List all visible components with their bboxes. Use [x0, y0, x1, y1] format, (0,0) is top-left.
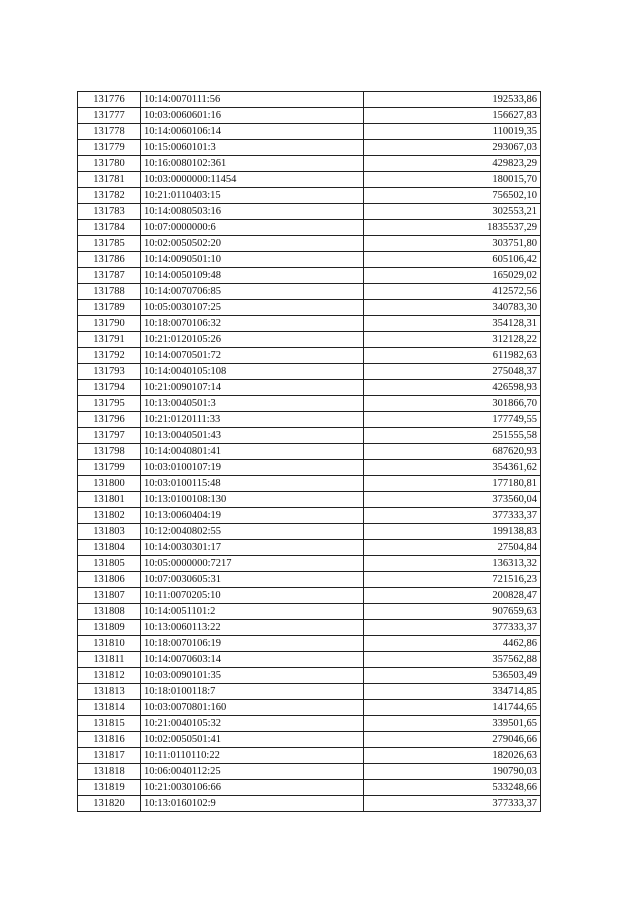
amount-cell: 721516,23 [364, 572, 541, 588]
table-row [78, 748, 541, 764]
cadastral-number-cell: 10:13:0060404:19 [141, 508, 364, 524]
cadastral-number-cell: 10:14:0070603:14 [141, 652, 364, 668]
cadastral-number-cell: 10:12:0040802:55 [141, 524, 364, 540]
record-id-cell: 131798 [78, 444, 141, 460]
table-row [78, 220, 541, 236]
amount-cell: 377333,37 [364, 620, 541, 636]
cadastral-number-cell: 10:11:0110110:22 [141, 748, 364, 764]
table-row [78, 524, 541, 540]
table-row [78, 348, 541, 364]
cadastral-number-cell: 10:21:0090107:14 [141, 380, 364, 396]
amount-cell: 200828,47 [364, 588, 541, 604]
table-row [78, 172, 541, 188]
table-row [78, 412, 541, 428]
table-row [78, 684, 541, 700]
amount-cell: 611982,63 [364, 348, 541, 364]
table-row [78, 540, 541, 556]
amount-cell: 1835537,29 [364, 220, 541, 236]
cadastral-number-cell: 10:03:0100115:48 [141, 476, 364, 492]
amount-cell: 756502,10 [364, 188, 541, 204]
amount-cell: 4462,86 [364, 636, 541, 652]
table-row [78, 668, 541, 684]
table-row [78, 572, 541, 588]
record-id-cell: 131813 [78, 684, 141, 700]
cadastral-number-cell: 10:21:0110403:15 [141, 188, 364, 204]
amount-cell: 302553,21 [364, 204, 541, 220]
record-id-cell: 131819 [78, 780, 141, 796]
table-row [78, 268, 541, 284]
amount-cell: 192533,86 [364, 92, 541, 108]
amount-cell: 429823,29 [364, 156, 541, 172]
cadastral-number-cell: 10:21:0120111:33 [141, 412, 364, 428]
table-row [78, 588, 541, 604]
record-id-cell: 131799 [78, 460, 141, 476]
table-row [78, 428, 541, 444]
cadastral-number-cell: 10:14:0070501:72 [141, 348, 364, 364]
cadastral-number-cell: 10:16:0080102:361 [141, 156, 364, 172]
record-id-cell: 131801 [78, 492, 141, 508]
record-id-cell: 131790 [78, 316, 141, 332]
amount-cell: 141744,65 [364, 700, 541, 716]
cadastral-number-cell: 10:18:0070106:19 [141, 636, 364, 652]
record-id-cell: 131802 [78, 508, 141, 524]
cadastral-number-cell: 10:14:0080503:16 [141, 204, 364, 220]
amount-cell: 426598,93 [364, 380, 541, 396]
amount-cell: 377333,37 [364, 508, 541, 524]
cadastral-number-cell: 10:14:0040801:41 [141, 444, 364, 460]
record-id-cell: 131815 [78, 716, 141, 732]
cadastral-number-cell: 10:02:0050501:41 [141, 732, 364, 748]
cadastral-number-cell: 10:03:0000000:11454 [141, 172, 364, 188]
table-row [78, 300, 541, 316]
amount-cell: 180015,70 [364, 172, 541, 188]
record-id-cell: 131805 [78, 556, 141, 572]
record-id-cell: 131809 [78, 620, 141, 636]
record-id-cell: 131776 [78, 92, 141, 108]
amount-cell: 687620,93 [364, 444, 541, 460]
record-id-cell: 131780 [78, 156, 141, 172]
amount-cell: 177180,81 [364, 476, 541, 492]
table-row [78, 444, 541, 460]
amount-cell: 354361,62 [364, 460, 541, 476]
table-row [78, 332, 541, 348]
amount-cell: 357562,88 [364, 652, 541, 668]
cadastral-number-cell: 10:14:0090501:10 [141, 252, 364, 268]
amount-cell: 533248,66 [364, 780, 541, 796]
record-id-cell: 131788 [78, 284, 141, 300]
record-id-cell: 131812 [78, 668, 141, 684]
table-row [78, 604, 541, 620]
cadastral-number-cell: 10:18:0070106:32 [141, 316, 364, 332]
amount-cell: 110019,35 [364, 124, 541, 140]
cadastral-number-cell: 10:21:0120105:26 [141, 332, 364, 348]
cadastral-number-cell: 10:03:0090101:35 [141, 668, 364, 684]
records-table [77, 91, 541, 812]
record-id-cell: 131817 [78, 748, 141, 764]
amount-cell: 165029,02 [364, 268, 541, 284]
table-row [78, 764, 541, 780]
amount-cell: 340783,30 [364, 300, 541, 316]
amount-cell: 334714,85 [364, 684, 541, 700]
amount-cell: 293067,03 [364, 140, 541, 156]
record-id-cell: 131785 [78, 236, 141, 252]
table-row [78, 396, 541, 412]
record-id-cell: 131808 [78, 604, 141, 620]
cadastral-number-cell: 10:13:0160102:9 [141, 796, 364, 812]
record-id-cell: 131800 [78, 476, 141, 492]
record-id-cell: 131820 [78, 796, 141, 812]
cadastral-number-cell: 10:15:0060101:3 [141, 140, 364, 156]
amount-cell: 27504,84 [364, 540, 541, 556]
amount-cell: 177749,55 [364, 412, 541, 428]
record-id-cell: 131783 [78, 204, 141, 220]
table-row [78, 508, 541, 524]
record-id-cell: 131810 [78, 636, 141, 652]
table-row [78, 364, 541, 380]
amount-cell: 536503,49 [364, 668, 541, 684]
cadastral-number-cell: 10:03:0060601:16 [141, 108, 364, 124]
table-row [78, 204, 541, 220]
table-row [78, 92, 541, 108]
cadastral-number-cell: 10:07:0030605:31 [141, 572, 364, 588]
record-id-cell: 131779 [78, 140, 141, 156]
table-row [78, 476, 541, 492]
cadastral-number-cell: 10:21:0040105:32 [141, 716, 364, 732]
record-id-cell: 131795 [78, 396, 141, 412]
record-id-cell: 131791 [78, 332, 141, 348]
record-id-cell: 131816 [78, 732, 141, 748]
table-row [78, 140, 541, 156]
table-row [78, 732, 541, 748]
record-id-cell: 131792 [78, 348, 141, 364]
record-id-cell: 131818 [78, 764, 141, 780]
amount-cell: 199138,83 [364, 524, 541, 540]
record-id-cell: 131781 [78, 172, 141, 188]
amount-cell: 312128,22 [364, 332, 541, 348]
amount-cell: 354128,31 [364, 316, 541, 332]
table-row [78, 556, 541, 572]
cadastral-number-cell: 10:07:0000000:6 [141, 220, 364, 236]
cadastral-number-cell: 10:13:0100108:130 [141, 492, 364, 508]
cadastral-number-cell: 10:13:0040501:43 [141, 428, 364, 444]
table-row [78, 236, 541, 252]
amount-cell: 339501,65 [364, 716, 541, 732]
record-id-cell: 131794 [78, 380, 141, 396]
table-row [78, 124, 541, 140]
record-id-cell: 131804 [78, 540, 141, 556]
amount-cell: 279046,66 [364, 732, 541, 748]
table-row [78, 284, 541, 300]
cadastral-number-cell: 10:03:0100107:19 [141, 460, 364, 476]
record-id-cell: 131814 [78, 700, 141, 716]
cadastral-number-cell: 10:05:0030107:25 [141, 300, 364, 316]
amount-cell: 251555,58 [364, 428, 541, 444]
cadastral-number-cell: 10:14:0070706:85 [141, 284, 364, 300]
table-row [78, 780, 541, 796]
cadastral-number-cell: 10:02:0050502:20 [141, 236, 364, 252]
cadastral-number-cell: 10:14:0030301:17 [141, 540, 364, 556]
amount-cell: 275048,37 [364, 364, 541, 380]
amount-cell: 373560,04 [364, 492, 541, 508]
table-row [78, 316, 541, 332]
cadastral-number-cell: 10:14:0050109:48 [141, 268, 364, 284]
table-row [78, 636, 541, 652]
cadastral-number-cell: 10:14:0051101:2 [141, 604, 364, 620]
record-id-cell: 131811 [78, 652, 141, 668]
table-row [78, 796, 541, 812]
table-row [78, 188, 541, 204]
amount-cell: 301866,70 [364, 396, 541, 412]
table-row [78, 460, 541, 476]
table-row [78, 652, 541, 668]
table-row [78, 380, 541, 396]
table-row [78, 700, 541, 716]
record-id-cell: 131777 [78, 108, 141, 124]
table-row [78, 492, 541, 508]
amount-cell: 156627,83 [364, 108, 541, 124]
cadastral-number-cell: 10:14:0060106:14 [141, 124, 364, 140]
amount-cell: 303751,80 [364, 236, 541, 252]
record-id-cell: 131796 [78, 412, 141, 428]
record-id-cell: 131787 [78, 268, 141, 284]
cadastral-number-cell: 10:21:0030106:66 [141, 780, 364, 796]
record-id-cell: 131807 [78, 588, 141, 604]
cadastral-number-cell: 10:06:0040112:25 [141, 764, 364, 780]
record-id-cell: 131789 [78, 300, 141, 316]
amount-cell: 136313,32 [364, 556, 541, 572]
records-table-body [78, 92, 541, 812]
amount-cell: 182026,63 [364, 748, 541, 764]
table-row [78, 108, 541, 124]
amount-cell: 190790,03 [364, 764, 541, 780]
amount-cell: 605106,42 [364, 252, 541, 268]
cadastral-number-cell: 10:13:0060113:22 [141, 620, 364, 636]
table-row [78, 252, 541, 268]
cadastral-number-cell: 10:14:0040105:108 [141, 364, 364, 380]
cadastral-number-cell: 10:18:0100118:7 [141, 684, 364, 700]
cadastral-number-cell: 10:13:0040501:3 [141, 396, 364, 412]
record-id-cell: 131793 [78, 364, 141, 380]
record-id-cell: 131797 [78, 428, 141, 444]
cadastral-number-cell: 10:05:0000000:7217 [141, 556, 364, 572]
amount-cell: 377333,37 [364, 796, 541, 812]
cadastral-number-cell: 10:11:0070205:10 [141, 588, 364, 604]
table-row [78, 620, 541, 636]
record-id-cell: 131803 [78, 524, 141, 540]
record-id-cell: 131806 [78, 572, 141, 588]
cadastral-number-cell: 10:03:0070801:160 [141, 700, 364, 716]
table-row [78, 156, 541, 172]
cadastral-number-cell: 10:14:0070111:56 [141, 92, 364, 108]
amount-cell: 412572,56 [364, 284, 541, 300]
record-id-cell: 131784 [78, 220, 141, 236]
record-id-cell: 131786 [78, 252, 141, 268]
table-row [78, 716, 541, 732]
amount-cell: 907659,63 [364, 604, 541, 620]
record-id-cell: 131778 [78, 124, 141, 140]
record-id-cell: 131782 [78, 188, 141, 204]
